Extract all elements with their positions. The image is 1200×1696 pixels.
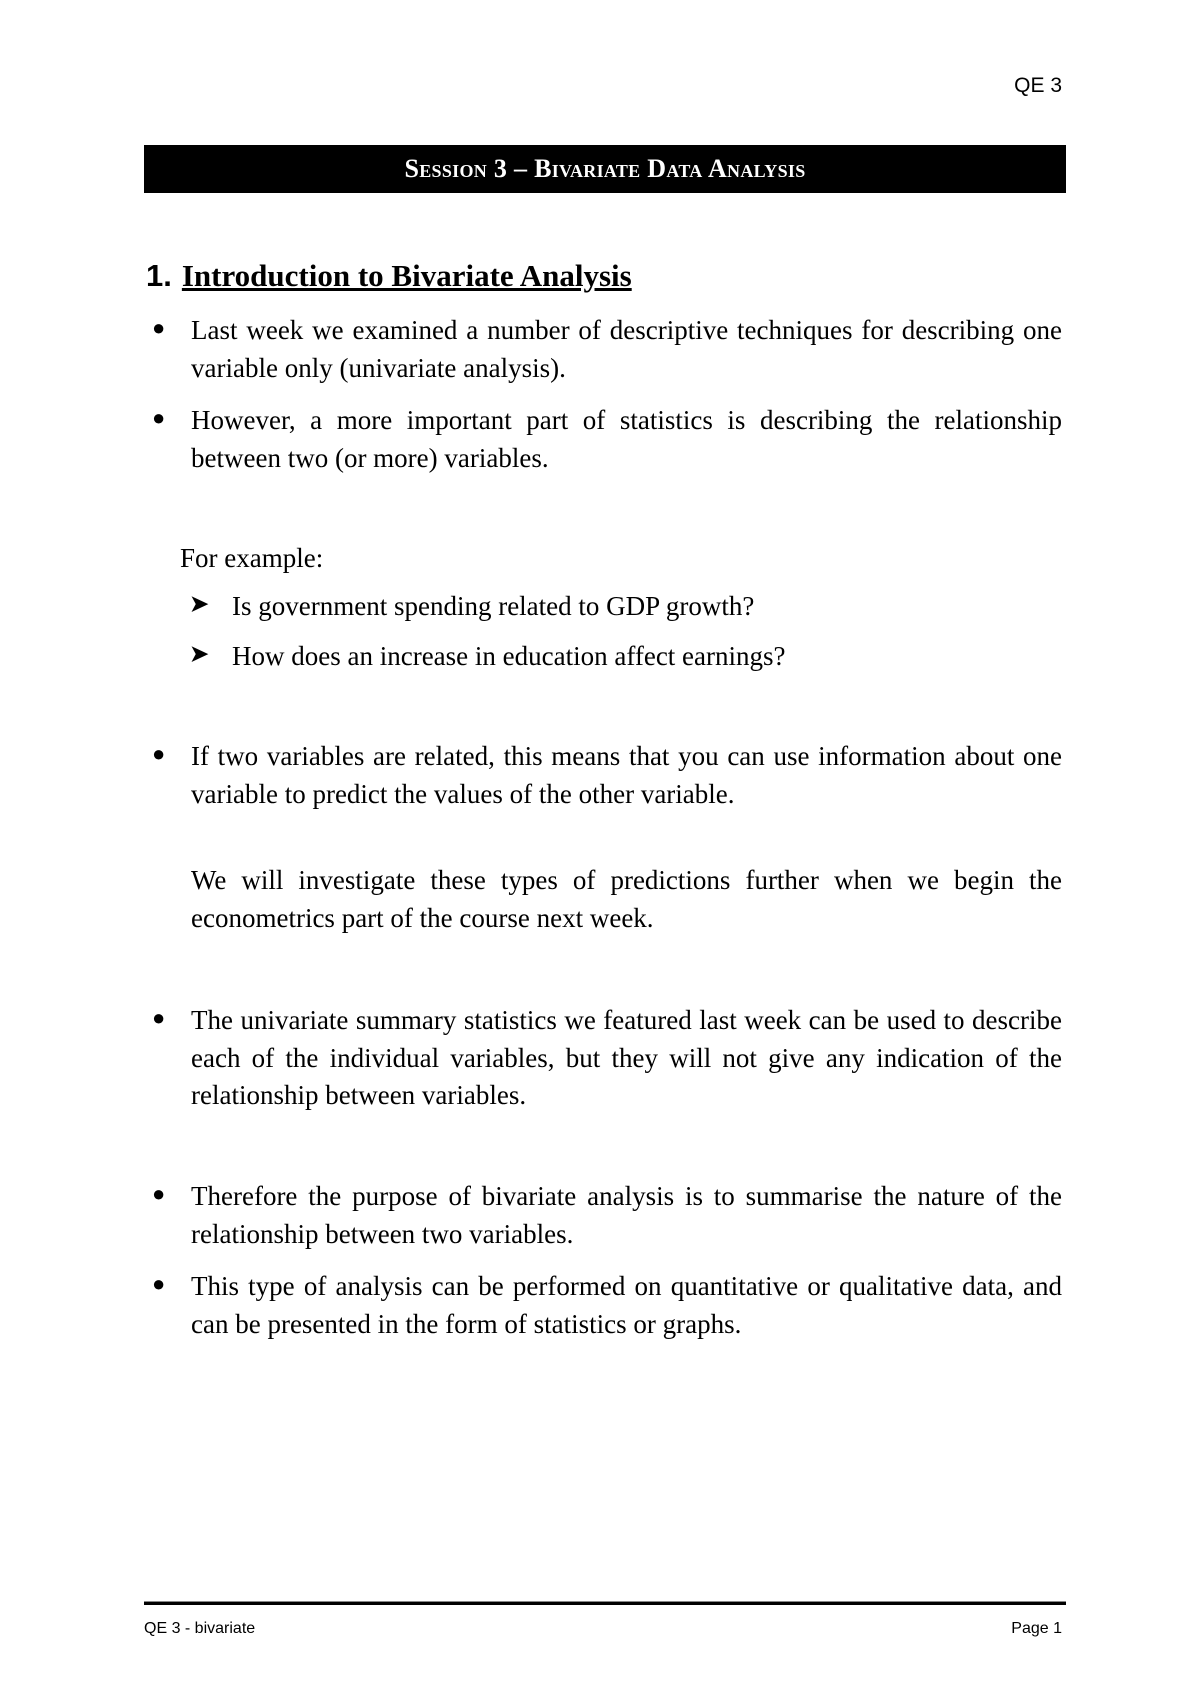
paragraph-bullet: Last week we examined a number of descriptive techniques for describing one variable only (univariate analysis). (191, 315, 1062, 383)
section-title: Introduction to Bivariate Analysis (181, 258, 632, 293)
session-title-bar: Session 3 – Bivariate Data Analysis (144, 145, 1066, 193)
arrow-bullet-icon: ➤ (190, 591, 209, 616)
bullet-icon: ● (152, 1181, 166, 1206)
paragraph-bullet: The univariate summary statistics we featured last week can be used to describe each of the individual variables, but they will not give any indication of the relationship between variables. (191, 1005, 1062, 1110)
footer-left: QE 3 - bivariate (144, 1620, 256, 1637)
paragraph-bullet: If two variables are related, this means that you can use information about one variable to predict the values of the other variable. (191, 741, 1062, 809)
paragraph-bullet: Therefore the purpose of bivariate analysis is to summarise the nature of the relationship between two variables. (191, 1181, 1062, 1249)
footer-page-number: Page 1 (1011, 1620, 1062, 1637)
header-doc-code: QE 3 (1014, 74, 1062, 97)
example-label: For example: (180, 543, 324, 573)
example-item: Is government spending related to GDP growth? (232, 591, 755, 621)
section-heading (146, 258, 632, 294)
bullet-icon: ● (152, 315, 166, 340)
section-number: 1. (146, 258, 172, 293)
bullet-icon: ● (152, 1271, 166, 1296)
arrow-bullet-icon: ➤ (190, 641, 209, 666)
footer-rule (144, 1601, 1066, 1605)
paragraph-followup: We will investigate these types of predictions further when we begin the econometrics part of the course next week. (191, 865, 1062, 933)
paragraph-bullet: This type of analysis can be performed on quantitative or qualitative data, and can be presented in the form of statistics or graphs. (191, 1271, 1062, 1339)
bullet-icon: ● (152, 741, 166, 766)
example-item: How does an increase in education affect earnings? (232, 641, 786, 671)
paragraph-bullet: However, a more important part of statistics is describing the relationship between two (or more) variables. (191, 405, 1062, 473)
bullet-icon: ● (152, 1005, 166, 1030)
bullet-icon: ● (152, 405, 166, 430)
